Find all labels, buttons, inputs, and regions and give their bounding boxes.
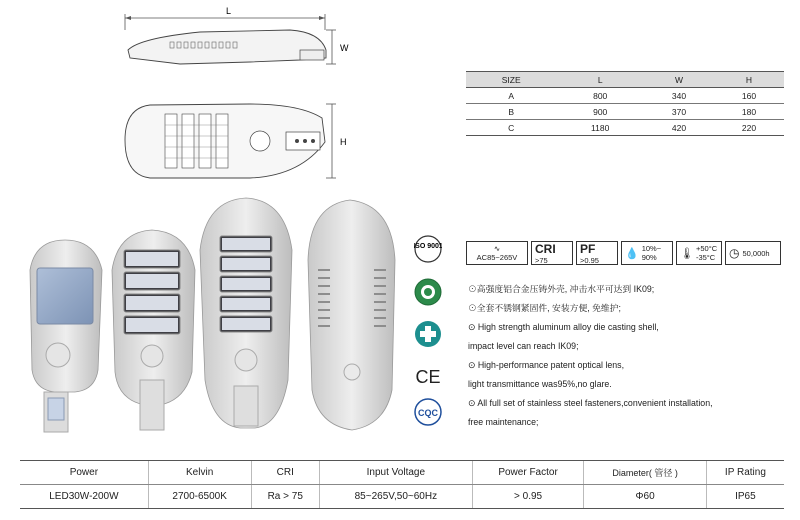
iso-certification-icon: [414, 235, 442, 263]
clock-icon: ◷: [729, 246, 740, 260]
size-cell: 220: [714, 120, 784, 136]
spec-icons-row: [466, 241, 781, 267]
feature-list: [468, 280, 788, 432]
spec-header-cell: CRI: [251, 461, 319, 485]
spec-cell: Φ60: [584, 485, 706, 509]
cqc-certification-icon: [414, 398, 442, 426]
size-cell: 900: [556, 104, 644, 120]
size-header-cell: H: [714, 72, 784, 88]
feature-line: ⊙全套不锈钢紧固件, 安装方便, 免维护;: [468, 303, 621, 313]
size-cell: 180: [714, 104, 784, 120]
width-label: W: [340, 43, 349, 53]
feature-line: ⊙高强度铝合金压铸外壳, 冲击水平可达到 IK09;: [468, 284, 655, 294]
spec-cell: 85~265V,50~60Hz: [319, 485, 472, 509]
feature-line: ⊙ High-performance patent optical lens,: [468, 360, 625, 370]
lamp-back-image: [308, 200, 395, 430]
svg-text:CE: CE: [415, 367, 441, 387]
spec-table-header: [20, 461, 784, 485]
spec-header-cell: Power Factor: [472, 461, 584, 485]
lamp-medium-image: [112, 230, 195, 430]
table-row: [466, 120, 784, 136]
pf-spec: [576, 241, 618, 265]
size-table: [466, 71, 784, 136]
feature-line: free maintenance;: [468, 417, 539, 427]
temperature-spec: [676, 241, 722, 265]
ce-mark-icon: [414, 362, 442, 390]
temp-low-value: -35°C: [695, 253, 716, 262]
thermometer-icon: 🌡: [680, 247, 694, 260]
size-header-cell: L: [556, 72, 644, 88]
feature-line: impact level can reach IK09;: [468, 341, 579, 351]
size-cell: C: [466, 120, 556, 136]
table-row: [466, 104, 784, 120]
humidity-spec: [621, 241, 673, 265]
spec-cell: > 0.95: [472, 485, 584, 509]
size-table-header: [466, 72, 784, 88]
spec-cell: LED30W-200W: [20, 485, 148, 509]
feature-line: light transmittance was95%,no glare.: [468, 379, 612, 389]
temp-high-value: +50°C: [695, 244, 718, 253]
spec-header-cell: Diameter( 管径 ): [584, 461, 706, 485]
svg-text:CQC: CQC: [418, 408, 438, 418]
svg-text:ISO 9001: ISO 9001: [414, 243, 442, 250]
voltage-spec: [466, 241, 528, 265]
spec-header-cell: Power: [20, 461, 148, 485]
humidity-value: 10%~ 90%: [641, 244, 662, 262]
height-label: H: [340, 137, 347, 147]
feature-line: ⊙ All full set of stainless steel fasteners,convenient installation,: [468, 398, 713, 408]
size-cell: A: [466, 88, 556, 104]
table-row: [20, 485, 784, 509]
cri-value: >75: [535, 255, 548, 265]
spec-header-cell: Kelvin: [148, 461, 251, 485]
spec-cell: Ra > 75: [251, 485, 319, 509]
ac-wave-icon: ∿: [493, 244, 501, 253]
size-header-cell: SIZE: [466, 72, 556, 88]
pf-value: >0.95: [580, 255, 599, 265]
cri-spec: [531, 241, 573, 265]
voltage-value: AC85~265V: [476, 253, 518, 262]
spec-cell: IP65: [706, 485, 784, 509]
size-cell: 340: [644, 88, 714, 104]
size-cell: 370: [644, 104, 714, 120]
pf-title: PF: [580, 241, 596, 256]
size-header-cell: W: [644, 72, 714, 88]
street-light-images: [20, 195, 410, 445]
length-label: L: [226, 6, 232, 16]
lamp-large-image: [200, 198, 292, 428]
spec-table: [20, 460, 784, 509]
water-drop-icon: 💧: [625, 247, 639, 260]
green-certification-icon: [414, 278, 442, 306]
cri-title: CRI: [535, 241, 556, 256]
size-cell: 420: [644, 120, 714, 136]
lifetime-spec: [725, 241, 781, 265]
safety-certification-icon: [414, 320, 442, 348]
size-cell: 1180: [556, 120, 644, 136]
spec-header-cell: IP Rating: [706, 461, 784, 485]
size-cell: 160: [714, 88, 784, 104]
table-row: [466, 88, 784, 104]
feature-line: ⊙ High strength aluminum alloy die casting shell,: [468, 322, 659, 332]
spec-cell: 2700-6500K: [148, 485, 251, 509]
lamp-small-image: [30, 240, 102, 432]
size-cell: 800: [556, 88, 644, 104]
spec-header-cell: Input Voltage: [319, 461, 472, 485]
lifetime-value: 50,000h: [742, 248, 770, 258]
dimension-drawing: [100, 0, 360, 200]
size-cell: B: [466, 104, 556, 120]
